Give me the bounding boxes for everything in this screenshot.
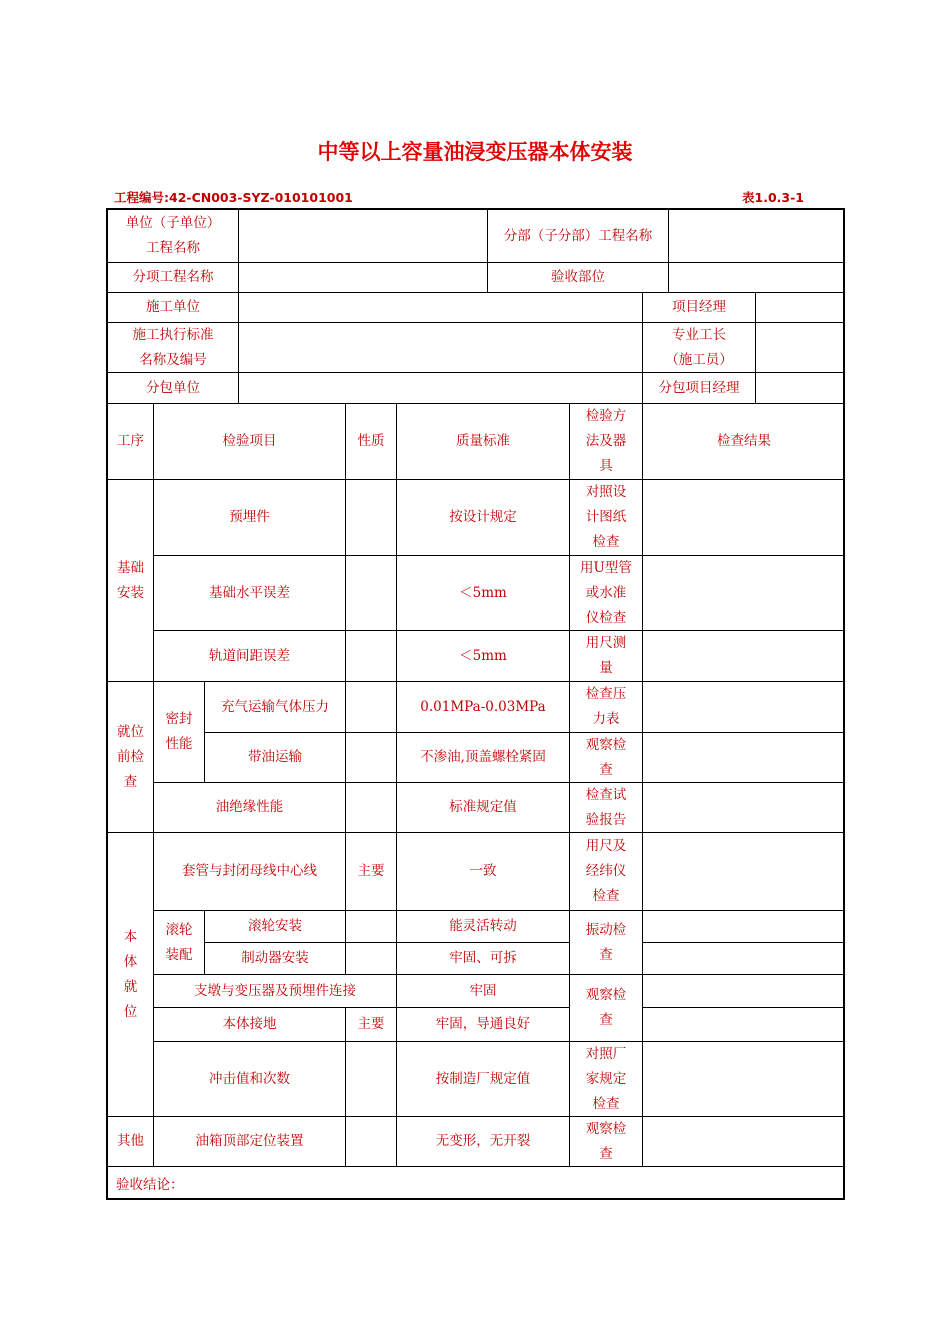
inspection-table (106, 208, 845, 1200)
row6-method: 检查试 验报告 (570, 783, 643, 833)
row3-result[interactable] (643, 631, 845, 682)
value-project-manager[interactable] (756, 293, 845, 323)
value-construction-unit[interactable] (239, 293, 643, 323)
col-standard: 质量标准 (397, 404, 570, 480)
label-item-project: 分项工程名称 (108, 263, 239, 293)
row6-result[interactable] (643, 783, 845, 833)
row1-item: 预埋件 (154, 480, 346, 556)
row9-result[interactable] (643, 943, 845, 975)
row6-item: 油绝缘性能 (154, 783, 346, 833)
row3-nature (346, 631, 397, 682)
value-foreman[interactable] (756, 323, 845, 373)
group-foundation: 基础 安装 (108, 480, 154, 682)
value-subcontract-manager[interactable] (756, 373, 845, 404)
row2-nature (346, 556, 397, 631)
col-nature: 性质 (346, 404, 397, 480)
row12-nature (346, 1042, 397, 1117)
project-code: 工程编号:42-CN003-SYZ-010101001 (114, 190, 353, 205)
conclusion[interactable]: 验收结论： (116, 1177, 184, 1193)
row6-nature (346, 783, 397, 833)
label-acceptance-part: 验收部位 (488, 263, 669, 293)
row13-item: 油箱顶部定位装置 (154, 1117, 346, 1167)
row3-item: 轨道间距误差 (154, 631, 346, 682)
col-method: 检验方 法及器 具 (570, 404, 643, 480)
value-unit-name[interactable] (239, 210, 488, 263)
group-roller: 滚轮 装配 (154, 911, 205, 975)
row7-standard: 一致 (397, 833, 570, 911)
row1-method: 对照设 计图纸 检查 (570, 480, 643, 556)
row9-standard: 牢固、可拆 (397, 943, 570, 975)
row12-result[interactable] (643, 1042, 845, 1117)
row13-standard: 无变形，无开裂 (397, 1117, 570, 1167)
label-subcontract-unit: 分包单位 (108, 373, 239, 404)
label-sub-project: 分部（子分部）工程名称 (488, 210, 669, 263)
row1-nature (346, 480, 397, 556)
row10-result[interactable] (643, 975, 845, 1008)
row4-nature (346, 682, 397, 733)
value-item-project[interactable] (239, 263, 488, 293)
group-other: 其他 (108, 1117, 154, 1167)
code-line (114, 188, 844, 206)
row4-item: 充气运输气体压力 (205, 682, 346, 733)
row5-item: 带油运输 (205, 733, 346, 783)
row1-standard: 按设计规定 (397, 480, 570, 556)
row2-result[interactable] (643, 556, 845, 631)
row12-method: 对照厂 家规定 检查 (570, 1042, 643, 1117)
group-seal: 密封 性能 (154, 682, 205, 783)
row10-standard: 牢固 (397, 975, 570, 1008)
row3-method: 用尺测 量 (570, 631, 643, 682)
row11-nature: 主要 (346, 1008, 397, 1042)
row12-standard: 按制造厂规定值 (397, 1042, 570, 1117)
row12-item: 冲击值和次数 (154, 1042, 346, 1117)
row8-result[interactable] (643, 911, 845, 943)
row5-result[interactable] (643, 733, 845, 783)
row7-nature: 主要 (346, 833, 397, 911)
row13-method: 观察检 查 (570, 1117, 643, 1167)
value-standard[interactable] (239, 323, 643, 373)
col-item: 检验项目 (154, 404, 346, 480)
row10-item: 支墩与变压器及预埋件连接 (154, 975, 397, 1008)
group-body: 本 体 就 位 (108, 833, 154, 1117)
row8-nature (346, 911, 397, 943)
col-process: 工序 (108, 404, 154, 480)
row4-method: 检查压 力表 (570, 682, 643, 733)
row5-method: 观察检 查 (570, 733, 643, 783)
label-foreman: 专业工长 （施工员） (643, 323, 756, 373)
row7-result[interactable] (643, 833, 845, 911)
row10-11-method: 观察检 查 (570, 975, 643, 1042)
row2-item: 基础水平误差 (154, 556, 346, 631)
row1-result[interactable] (643, 480, 845, 556)
row5-nature (346, 733, 397, 783)
row4-result[interactable] (643, 682, 845, 733)
table-code: 表1.0.3-1 (742, 190, 804, 205)
label-project-manager: 项目经理 (643, 293, 756, 323)
row3-standard: ＜5mm (397, 631, 570, 682)
value-subcontract-unit[interactable] (239, 373, 643, 404)
row9-item: 制动器安装 (205, 943, 346, 975)
row6-standard: 标准规定值 (397, 783, 570, 833)
row2-standard: ＜5mm (397, 556, 570, 631)
row13-nature (346, 1117, 397, 1167)
row7-method: 用尺及 经纬仪 检查 (570, 833, 643, 911)
row11-standard: 牢固，导通良好 (397, 1008, 570, 1042)
row9-nature (346, 943, 397, 975)
row4-standard: 0.01MPa-0.03MPa (397, 682, 570, 733)
col-result: 检查结果 (643, 404, 845, 480)
row8-standard: 能灵活转动 (397, 911, 570, 943)
label-construction-unit: 施工单位 (108, 293, 239, 323)
value-sub-project[interactable] (669, 210, 845, 263)
row13-result[interactable] (643, 1117, 845, 1167)
page-title: 中等以上容量油浸变压器本体安装 (317, 140, 633, 164)
label-unit-name: 单位（子单位） 工程名称 (108, 210, 239, 263)
group-positioning: 就位 前检 查 (108, 682, 154, 833)
row11-item: 本体接地 (154, 1008, 346, 1042)
row2-method: 用U型管 或水准 仪检查 (570, 556, 643, 631)
row11-result[interactable] (643, 1008, 845, 1042)
row8-item: 滚轮安装 (205, 911, 346, 943)
label-subcontract-manager: 分包项目经理 (643, 373, 756, 404)
label-standard: 施工执行标准 名称及编号 (108, 323, 239, 373)
row7-item: 套管与封闭母线中心线 (154, 833, 346, 911)
value-acceptance-part[interactable] (669, 263, 845, 293)
row8-9-method: 振动检 查 (570, 911, 643, 975)
row5-standard: 不渗油,顶盖螺栓紧固 (397, 733, 570, 783)
